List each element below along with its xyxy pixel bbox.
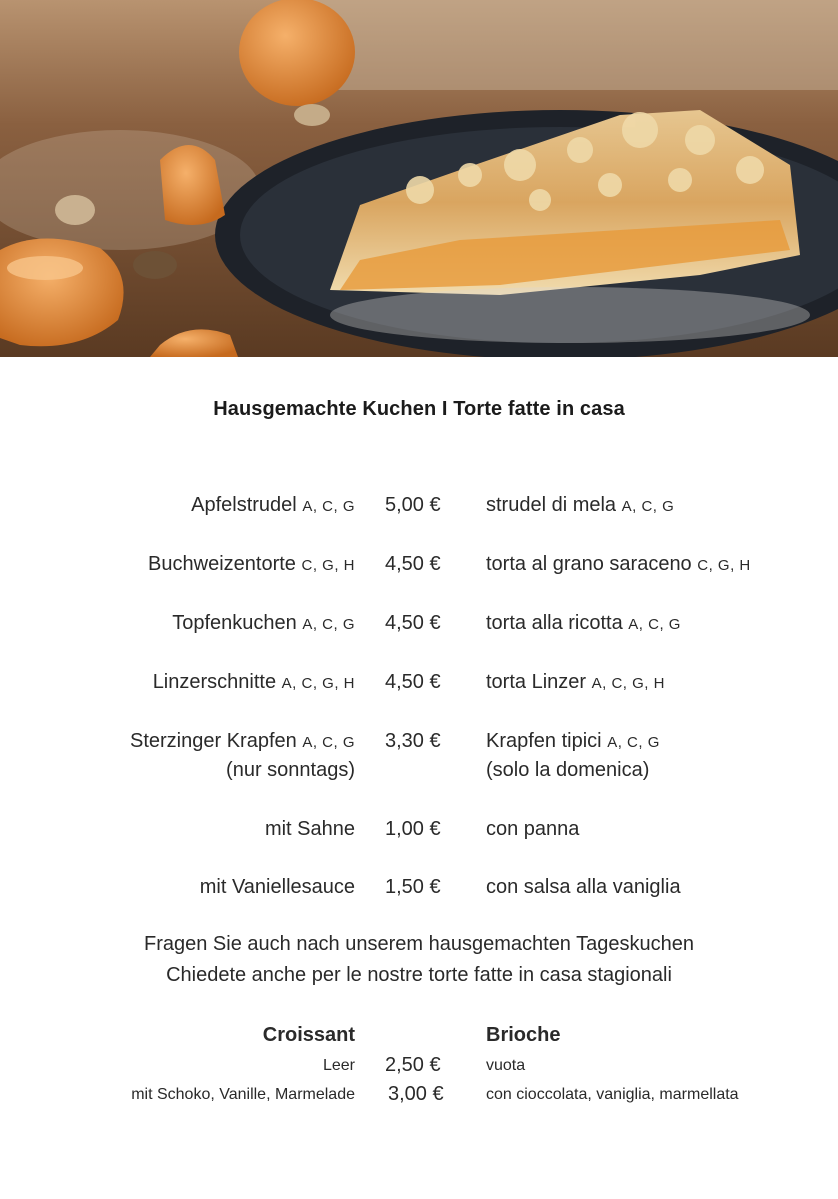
allergen-codes: A, C, G [607, 734, 660, 751]
item-label: torta al grano saraceno [486, 553, 692, 575]
allergen-codes: C, G, H [301, 557, 355, 574]
item-name-italian [486, 494, 674, 517]
item-name-italian [486, 818, 579, 841]
note-german: Fragen Sie auch nach unserem hausgemachten Tageskuchen [144, 933, 694, 955]
brioche-heading: Brioche [486, 1024, 561, 1046]
allergen-codes: A, C, G [302, 616, 355, 633]
item-label: con panna [486, 818, 580, 840]
item-name-german [130, 730, 355, 782]
item-price: 4,50 € [385, 612, 441, 634]
croissant-price: 2,50 € [385, 1054, 441, 1076]
item-price: 4,50 € [385, 671, 441, 693]
item-name-german [153, 671, 355, 694]
item-price: 3,30 € [385, 730, 441, 752]
daily-cake-note [0, 929, 838, 991]
croissant-heading: Croissant [262, 1024, 355, 1046]
item-name-italian [486, 553, 751, 576]
allergen-codes: A, C, G [628, 616, 681, 633]
item-label: torta alla ricotta [486, 612, 623, 634]
item-price: 1,00 € [385, 818, 441, 840]
item-label: mit Sahne [264, 818, 355, 840]
item-label: Topfenkuchen [172, 612, 303, 634]
item-name-german [148, 553, 355, 576]
item-label: mit Vaniellesauce [199, 876, 355, 898]
item-price: 5,00 € [385, 494, 441, 516]
item-label: con salsa alla vaniglia [486, 876, 681, 898]
allergen-codes: A, C, G, H [281, 675, 355, 692]
item-label: Buchweizentorte [148, 553, 296, 575]
allergen-codes: A, C, G [302, 734, 355, 751]
item-name-italian [486, 876, 681, 899]
note-italian: Chiedete anche per le nostre torte fatte in casa stagionali [166, 964, 672, 986]
item-label: torta Linzer [486, 671, 587, 693]
allergen-codes: A, C, G [302, 498, 355, 515]
item-note: (solo la domenica) [486, 759, 650, 781]
item-price: 1,50 € [385, 876, 441, 898]
item-label: Apfelstrudel [191, 494, 297, 516]
item-name-german [200, 876, 355, 899]
croissant-it-label: con cioccolata, vaniglia, marmellata [486, 1086, 739, 1103]
item-name-italian [486, 730, 660, 782]
page-title: Hausgemachte Kuchen I Torte fatte in casa [213, 398, 625, 420]
croissant-price: 3,00 € [388, 1083, 444, 1105]
allergen-codes: A, C, G, H [591, 675, 665, 692]
item-label: strudel di mela [486, 494, 617, 516]
header-photo [0, 0, 838, 357]
croissant-it-label: vuota [486, 1057, 526, 1074]
croissant-de-label: mit Schoko, Vanille, Marmelade [131, 1086, 355, 1103]
item-label: Krapfen tipici [486, 730, 602, 752]
item-price: 4,50 € [385, 553, 441, 575]
allergen-codes: A, C, G [621, 498, 675, 515]
croissant-de-label: Leer [322, 1057, 355, 1074]
item-name-german [172, 612, 355, 635]
allergen-codes: C, G, H [697, 557, 751, 574]
item-note: (nur sonntags) [226, 759, 355, 781]
item-name-german [265, 818, 355, 841]
item-label: Sterzinger Krapfen [129, 730, 297, 752]
item-name-italian [486, 671, 665, 694]
item-name-italian [486, 612, 681, 635]
item-label: Linzerschnitte [152, 671, 277, 693]
item-name-german [191, 494, 355, 517]
